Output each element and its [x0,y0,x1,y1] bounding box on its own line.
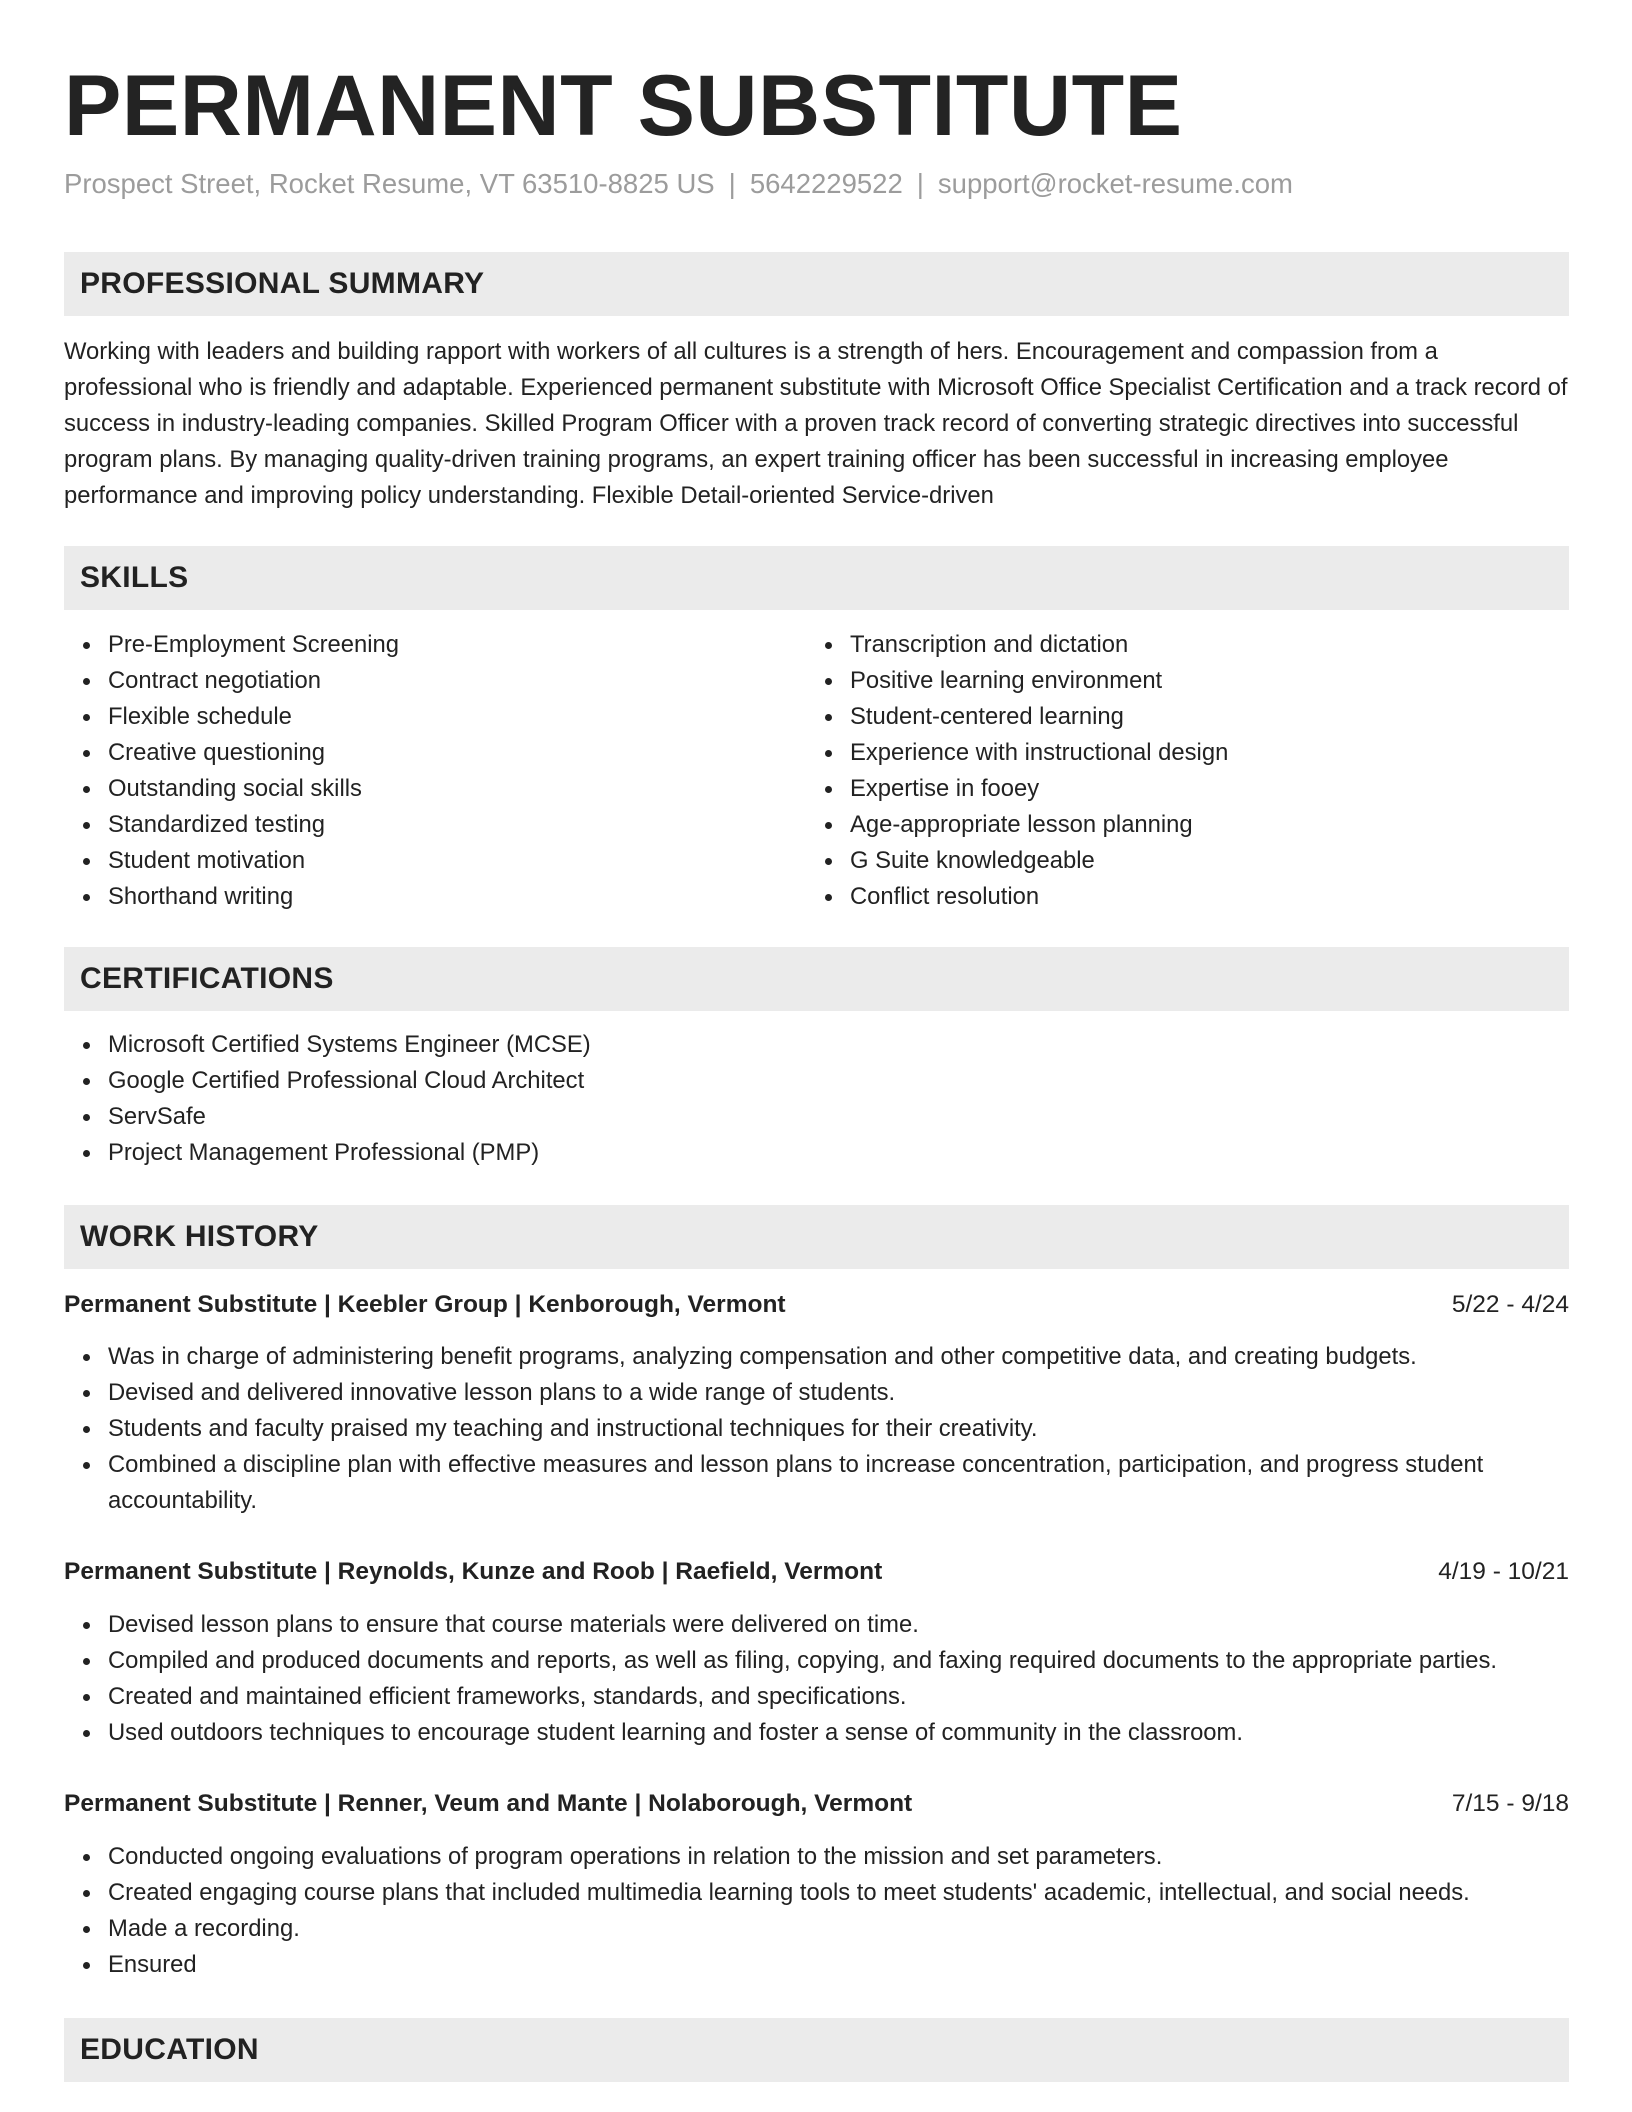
contact-line [64,166,1293,202]
job-bullet: Compiled and produced documents and reports, as well as filing, copying, and faxing required documents to the appropriate parties. [108,1643,1613,1679]
section-header-certifications [64,947,1569,1011]
job-heading [64,1554,1569,1590]
job-bullet: Created engaging course plans that included multimedia learning tools to meet students' academic, intellectual, and social needs. [108,1875,1613,1911]
job-title: Permanent Substitute | Reynolds, Kunze and Roob | Raefield, Vermont [64,1558,883,1585]
job-bullet: Ensured [108,1947,1613,1983]
job-bullet: Created and maintained efficient frameworks, standards, and specifications. [108,1679,1613,1715]
skill-item: Outstanding social skills [108,771,808,807]
skill-item: Contract negotiation [108,663,808,699]
skill-item: Transcription and dictation [850,627,1570,663]
job-bullet: Combined a discipline plan with effective measures and lesson plans to increase concentration, participation, and progress student accountability. [108,1447,1569,1519]
job-bullets [64,1607,1613,1751]
contact-address: Prospect Street, Rocket Resume, VT 63510-8825 US [64,168,715,199]
job-heading [64,1786,1569,1822]
job-title: Permanent Substitute | Keebler Group | Kenborough, Vermont [64,1291,786,1318]
skill-item: Positive learning environment [850,663,1570,699]
job-title: Permanent Substitute | Renner, Veum and Mante | Nolaborough, Vermont [64,1790,913,1817]
job-dates: 7/15 - 9/18 [1451,1790,1569,1817]
section-title: SKILLS [80,561,189,594]
skill-item: Experience with instructional design [850,735,1570,771]
skill-item: G Suite knowledgeable [850,843,1570,879]
certification-item: Microsoft Certified Systems Engineer (MCSE) [108,1027,1508,1063]
skill-item: Conflict resolution [850,879,1570,915]
job-bullet: Was in charge of administering benefit programs, analyzing compensation and other competitive data, and creating budgets. [108,1339,1569,1375]
section-title: WORK HISTORY [80,1220,319,1253]
certifications-list [64,1027,1508,1171]
job-dates: 5/22 - 4/24 [1451,1291,1569,1318]
section-header-education [64,2018,1569,2082]
section-title: EDUCATION [80,2033,259,2066]
skill-item: Flexible schedule [108,699,808,735]
job-bullets [64,1339,1569,1519]
skill-item: Age-appropriate lesson planning [850,807,1570,843]
skill-item: Shorthand writing [108,879,808,915]
skills-list-left [64,627,808,915]
job-dates: 4/19 - 10/21 [1438,1558,1569,1585]
skill-item: Student motivation [108,843,808,879]
contact-phone: 5642229522 [749,168,903,199]
skill-item: Pre-Employment Screening [108,627,808,663]
certification-item: ServSafe [108,1099,1508,1135]
job-heading [64,1287,1569,1323]
job-bullets [64,1839,1613,1983]
section-header-summary [64,252,1569,316]
section-header-work-history [64,1205,1569,1269]
certification-item: Project Management Professional (PMP) [108,1135,1508,1171]
job-bullet: Devised lesson plans to ensure that course materials were delivered on time. [108,1607,1613,1643]
skills-list-right [806,627,1570,915]
skill-item: Standardized testing [108,807,808,843]
summary-text: Working with leaders and building rapport with workers of all cultures is a strength of hers. Encouragement and compassion from a professional who is friendly and adaptable. Experienced permanent substitute with Microsoft Office Specialist Certification and a track record of success in industry-leading companies. Skilled Program Officer with a proven track record of converting strategic directives into successful program plans. By managing quality-driven training programs, an expert training officer has been successful in increasing employee performance and improving policy understanding. Flexible Detail-oriented Service-driven [64,338,1568,509]
certification-item: Google Certified Professional Cloud Architect [108,1063,1508,1099]
contact-separator: | [728,168,736,199]
skill-item: Student-centered learning [850,699,1570,735]
section-title: CERTIFICATIONS [80,962,334,995]
job-bullet: Conducted ongoing evaluations of program operations in relation to the mission and set parameters. [108,1839,1613,1875]
contact-email: support@rocket-resume.com [937,168,1293,199]
job-bullet: Used outdoors techniques to encourage student learning and foster a sense of community in the classroom. [108,1715,1613,1751]
section-title: PROFESSIONAL SUMMARY [80,267,485,300]
section-header-skills [64,546,1569,610]
skill-item: Expertise in fooey [850,771,1570,807]
job-bullet: Made a recording. [108,1911,1613,1947]
skill-item: Creative questioning [108,735,808,771]
candidate-name: PERMANENT SUBSTITUTE [64,58,1183,154]
contact-separator: | [916,168,924,199]
job-bullet: Students and faculty praised my teaching and instructional techniques for their creativity. [108,1411,1569,1447]
job-bullet: Devised and delivered innovative lesson plans to a wide range of students. [108,1375,1569,1411]
